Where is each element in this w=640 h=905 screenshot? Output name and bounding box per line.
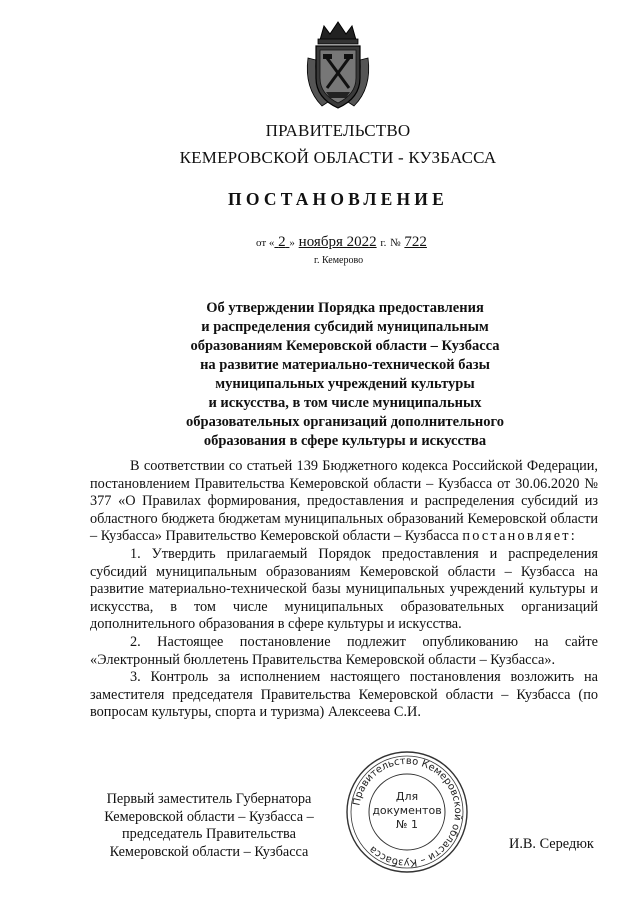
government-name-line2: КЕМЕРОВСКОЙ ОБЛАСТИ - КУЗБАССА — [179, 148, 497, 167]
document-city: г. Кемерово — [314, 255, 364, 266]
seal-center-line: документов — [372, 804, 442, 817]
title-line: образовательных организаций дополнительного — [186, 414, 504, 430]
decree-item-3: 3. Контроль за исполнением настоящего постановления возложить на заместителя председателя Правительства Кемеровской области – Кузбасса (по вопросам культуры, спорта и туризма) Алексеева С.И. — [90, 669, 598, 721]
document-number: 722 — [404, 234, 427, 250]
date-month-year: ноября 2022 — [298, 234, 377, 250]
government-name-line1: ПРАВИТЕЛЬСТВО — [265, 121, 411, 140]
seal-center-line: Для — [395, 790, 419, 803]
date-from-label: от « — [256, 237, 275, 249]
signatory-position — [90, 791, 328, 861]
document-body — [90, 458, 598, 722]
title-line: образованиям Кемеровской области – Кузбасса — [190, 338, 500, 354]
signatory-position-line: Кемеровской области – Кузбасса — [109, 843, 309, 860]
signatory-name: И.В. Середюк — [509, 836, 594, 852]
document-type: ПОСТАНОВЛЕНИЕ — [228, 189, 448, 209]
date-day: 2 — [278, 234, 286, 250]
title-line: на развитие материально-технической базы — [200, 357, 490, 373]
title-line: муниципальных учреждений культуры — [215, 376, 475, 392]
title-line: и искусства, в том числе муниципальных — [208, 395, 482, 411]
document-dateline — [256, 234, 427, 251]
signatory-position-line: Кемеровской области – Кузбасса – — [104, 808, 314, 825]
official-seal — [345, 750, 469, 874]
title-line: Об утверждении Порядка предоставления — [206, 300, 484, 316]
title-line: и распределения субсидий муниципальным — [201, 319, 489, 335]
coat-of-arms-icon — [298, 18, 378, 114]
date-close-quote: » — [289, 237, 295, 249]
seal-ring-text: Правительство Кемеровской области – Кузбасса — [351, 755, 464, 869]
title-line: образования в сфере культуры и искусства — [203, 433, 487, 449]
decree-item-2: 2. Настоящее постановление подлежит опубликованию на сайте «Электронный бюллетень Правительства Кемеровской области – Кузбасса». — [90, 633, 598, 668]
decree-item-1: 1. Утвердить прилагаемый Порядок предоставления и распределения субсидий муниципальным образованиям Кемеровской области – Кузбасса на развитие материально-технической базы муниципальных учреждений культуры и искусства, в том числе муниципальных образовательных организаций дополнительного образования в сфере культуры и искусства. — [90, 545, 598, 633]
number-sign: № — [390, 237, 401, 249]
decree-word: постановляет: — [462, 528, 577, 545]
document-title — [150, 299, 540, 451]
signatory-position-line: председатель Правительства — [122, 826, 296, 843]
date-year-suffix: г. — [380, 237, 387, 249]
preamble-paragraph: В соответствии со статьей 139 Бюджетного кодекса Российской Федерации, постановлением Правительства Кемеровской области – Кузбасса от 30.06.2020 № 377 «О Правилах формирования, предоставления и распределения субсидий из областного бюджета бюджетам муниципальных образований Кемеровской области – Кузбасса» Правительство Кемеровской области – Кузбасса постановляет: — [90, 458, 598, 545]
signatory-position-line: Первый заместитель Губернатора — [106, 791, 312, 807]
seal-center-line: № 1 — [396, 818, 418, 831]
